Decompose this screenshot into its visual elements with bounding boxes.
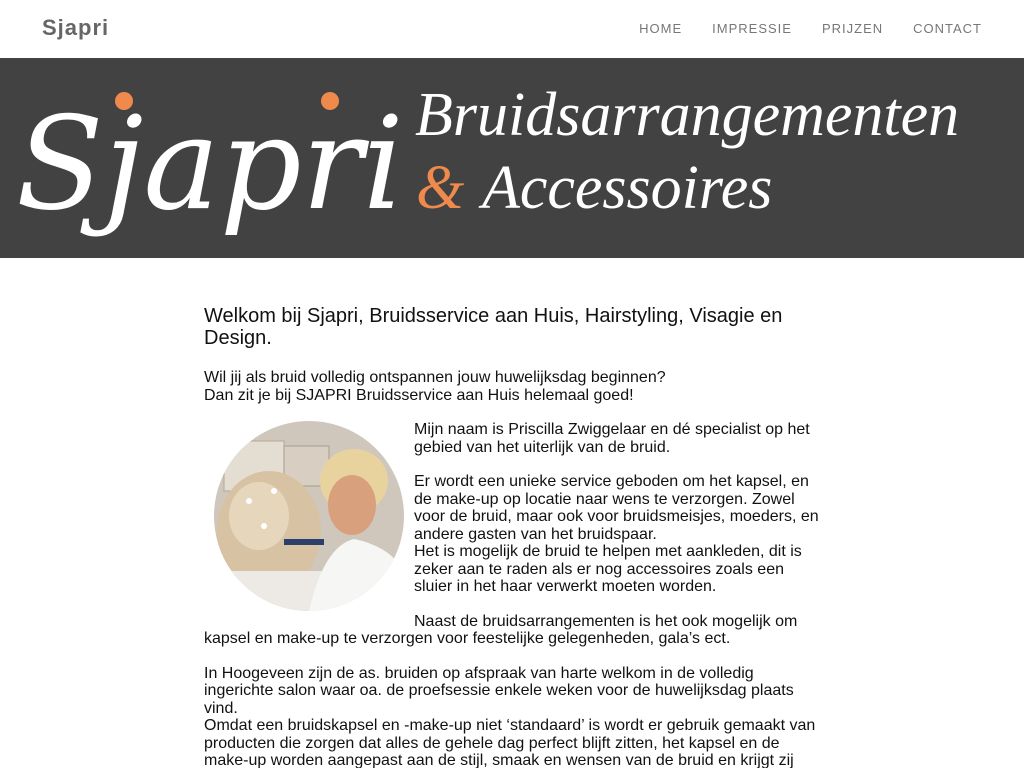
paragraph-occasions: Naast de bruidsarrangementen is het ook mogelijk om kapsel en make-up te verzorgen voor feestelijke gelegenheden, gala’s ect. <box>204 612 798 647</box>
banner-line1: Bruidsarrangementen <box>415 81 960 149</box>
intro-line-2: Dan zit je bij SJAPRI Bruidsservice aan Huis helemaal goed! <box>204 386 634 404</box>
intro-line-1: Wil jij als bruid volledig ontspannen jouw huwelijksdag beginnen? <box>204 369 666 386</box>
paragraph-intro-priscilla: Mijn naam is Priscilla Zwiggelaar en dé specialist op het gebied van het uiterlijk van de bruid. <box>414 421 810 456</box>
paragraph-service: Er wordt een unieke service geboden om het kapsel, en de make-up op locatie naar wens te verzorgen. Zowel voor de bruid, maar ook voor bruidsmeisjes, moeders, en andere gasten van het bruidspaar. <box>414 473 819 543</box>
portrait-illustration <box>214 421 404 611</box>
banner-line2: Accessoires <box>482 154 773 222</box>
nav-home-link[interactable]: HOME <box>639 21 683 36</box>
nav-contact-link[interactable]: CONTACT <box>913 21 982 36</box>
main-nav <box>639 21 982 36</box>
paragraph-hoogeveen: In Hoogeveen zijn de as. bruiden op afspraak van harte welkom in de volledig ingerichte salon waar oa. de proefsessie enkele weken voor de huwelijksdag plaats vind. <box>204 664 794 717</box>
portrait-photo <box>214 421 404 611</box>
top-navbar <box>0 0 1024 58</box>
main-content <box>204 305 824 768</box>
banner-logo-script: Sjapri <box>16 90 404 239</box>
nav-impressie-link[interactable]: IMPRESSIE <box>712 21 792 36</box>
paragraph-dressing: Het is mogelijk de bruid te helpen met aankleden, dit is zeker aan te raden als er nog accessoires zoals een sluier in het haar verwerkt moeten worden. <box>414 543 802 595</box>
header-banner <box>0 58 1024 258</box>
banner-ampersand: & <box>416 154 465 222</box>
banner-graphic <box>0 58 1024 258</box>
paragraph-products: Omdat een bruidskapsel en -make-up niet ‘standaard’ is wordt er gebruik gemaakt van producten die zorgen dat alles de gehele dag perfect blijft zitten, het kapsel en de make-up worden aangepast aan de stijl, smaak en wensen van de bruid en krijgt zij <box>204 717 816 768</box>
nav-prijzen-link[interactable]: PRIJZEN <box>821 21 884 36</box>
welcome-heading: Welkom bij Sjapri, Bruidsservice aan Huis, Hairstyling, Visagie en Design. <box>204 305 783 349</box>
brand-logo-text[interactable]: Sjapri <box>42 15 110 40</box>
